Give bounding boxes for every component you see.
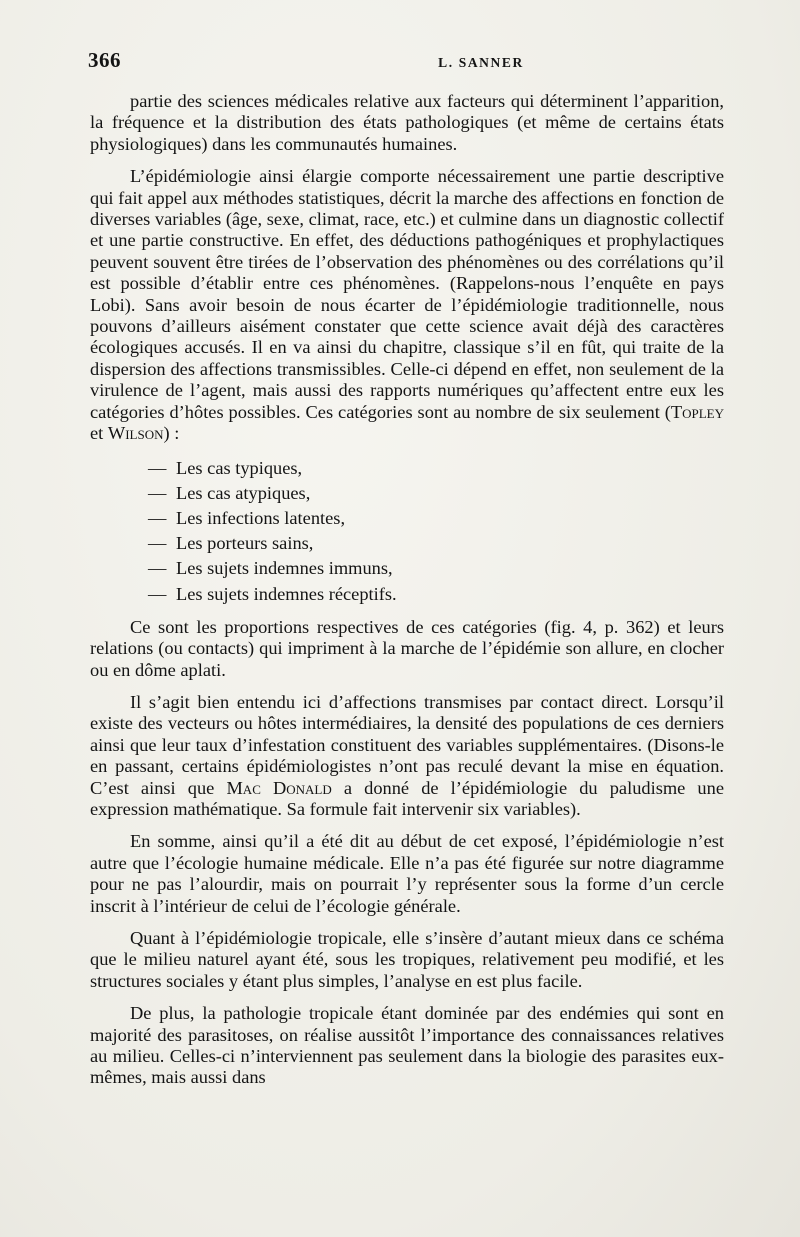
- paragraph-direct-contact: [90, 692, 724, 820]
- list-item: [148, 582, 724, 607]
- paragraph-text: Il s’agit bien entendu ici d’affections transmises par contact direct. Lorsqu’il existe des vecteurs ou hôtes intermédiaires, la densité des populations de ces derniers ainsi que leur taux d’infestation constituent des variables supplémentaires. (Disons-le en passant, certains épidémiologistes n’ont pas reculé devant la mise en équation. C’est ainsi que: [90, 691, 724, 798]
- dash-marker: —: [148, 482, 167, 503]
- dash-marker: —: [148, 533, 167, 554]
- paragraph-text-end: ) :: [163, 423, 180, 444]
- running-head-author: L. SANNER: [438, 55, 524, 70]
- paragraph-tropical-epidemiology: Quant à l’épidémiologie tropicale, elle s’insère d’autant mieux dans ce schéma que le milieu naturel ayant été, sous les tropiques, relativement peu modifié, et les structures sociales y étant plus simples, l’analyse en est plus facile.: [90, 928, 724, 991]
- author-name-wilson: Wilson: [107, 423, 164, 444]
- list-item-text: Les cas typiques,: [176, 457, 303, 478]
- list-item-text: Les cas atypiques,: [176, 482, 311, 503]
- paragraph-proportions: Ce sont les proportions respectives de ces catégories (fig. 4, p. 362) et leurs relations (ou contacts) qui impriment à la marche de l’épidémie son allure, en clocher ou en dôme aplati.: [90, 616, 724, 680]
- paragraph-in-summary: En somme, ainsi qu’il a été dit au début de cet exposé, l’épidémiologie n’est autre que l’écologie humaine médicale. Elle n’a pas été figurée sur notre diagramme pour ne pas l’alourdir, mais on pourrait l’y représenter sous la forme d’un cercle inscrit à l’intérieur de celui de l’écologie générale.: [90, 831, 724, 916]
- conjunction-text: et: [90, 423, 108, 444]
- host-categories-list: [90, 456, 724, 607]
- list-item-text: Les sujets indemnes réceptifs.: [176, 583, 397, 604]
- list-item: [148, 481, 724, 506]
- list-item-text: Les porteurs sains,: [176, 533, 314, 554]
- dash-marker: —: [148, 558, 167, 579]
- dash-marker: —: [148, 507, 167, 528]
- author-name-mac-donald: Mac Donald: [226, 777, 332, 798]
- paragraph-text-end: a donné de l’épidémiologie du paludisme une expression mathématique. Sa formule fait intervenir six variables).: [90, 777, 724, 819]
- list-item: [148, 506, 724, 531]
- page-number: 366: [88, 48, 121, 72]
- list-item-text: Les sujets indemnes immuns,: [176, 558, 393, 579]
- dash-marker: —: [148, 583, 167, 604]
- list-item-text: Les infections latentes,: [176, 507, 346, 528]
- paragraph-tropical-pathology: De plus, la pathologie tropicale étant dominée par des endémies qui sont en majorité des parasitoses, on réalise aussitôt l’importance des connaissances relatives au milieu. Celles-ci n’interviennent pas seulement dans la biologie des parasites eux-mêmes, mais aussi dans: [90, 1003, 724, 1088]
- paragraph-text: L’épidémiologie ainsi élargie comporte nécessairement une partie descriptive qui fait appel aux méthodes statistiques, décrit la marche des affections en fonction de diverses variables (âge, sexe, climat, race, etc.) et culmine dans un diagnostic collectif et une partie constructive. En effet, des déductions pathogéniques et prophylactiques peuvent souvent être tirées de l’observation des phénomènes ou des corrélations qu’il est possible d’établir entre ces phénomènes. (Rappelons-nous l’enquête en pays Lobi). Sans avoir besoin de nous écarter de l’épidémiologie traditionnelle, nous pouvons d’ailleurs aisément constater que cette science avait déjà des caractères écologiques accusés. Il en va ainsi du chapitre, classique s’il en fût, qui traite de la dispersion des affections transmissibles. Celle-ci dépend en effet, non seulement de la virulence de l’agent, mais aussi des rapports numériques qu’affectent entre eux les catégories d’hôtes possibles. Ces catégories sont au nombre de six seulement (: [90, 166, 724, 422]
- author-name-topley: Topley: [670, 401, 724, 422]
- paragraph-epidemiology-scope: [90, 166, 724, 444]
- list-item: [148, 556, 724, 581]
- body-text: [90, 91, 724, 1100]
- running-head: [88, 48, 724, 78]
- list-item: [148, 531, 724, 556]
- dash-marker: —: [148, 457, 167, 478]
- paragraph-continuation: partie des sciences médicales relative aux facteurs qui déterminent l’apparition, la fréquence et la distribution des états pathologiques (et même de certains états physiologiques) dans les communautés humaines.: [90, 91, 724, 154]
- list-item: [148, 456, 724, 481]
